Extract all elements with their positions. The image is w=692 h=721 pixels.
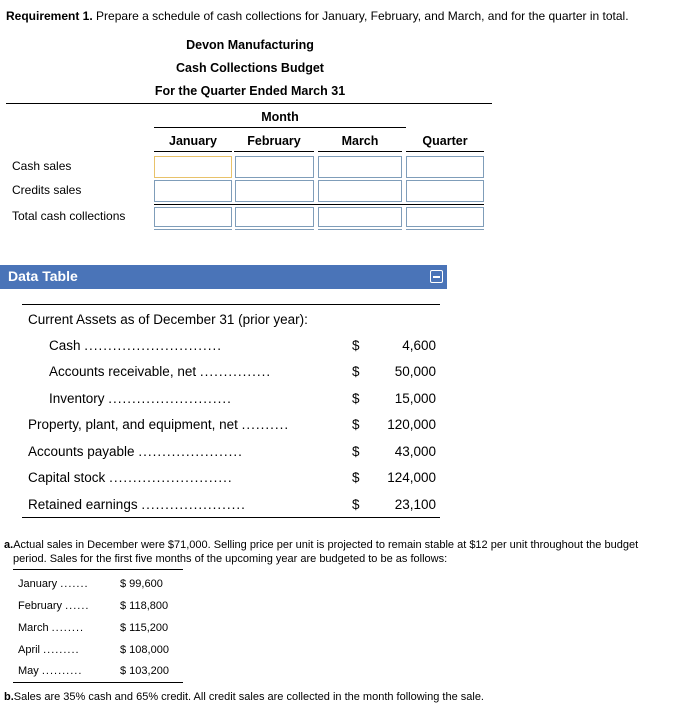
data-table-header: [0, 265, 447, 290]
sales-amount-january: $ 99,600: [120, 578, 163, 590]
credit-sales-february-input[interactable]: [235, 180, 314, 202]
asset-label-ppe: Property, plant, and equipment, net ..........: [28, 417, 290, 432]
asset-amount-capital-stock: 124,000: [387, 470, 436, 485]
currency-symbol: $: [352, 364, 360, 379]
cash-sales-quarter-input[interactable]: [406, 156, 484, 178]
asset-label-accounts-receivable: Accounts receivable, net ...............: [49, 364, 272, 379]
data-table-bottom-rule: [22, 517, 440, 518]
cash-sales-january-input[interactable]: [154, 156, 232, 178]
asset-label-accounts-payable: Accounts payable ......................: [28, 444, 243, 459]
total-collections-february-input[interactable]: [235, 207, 314, 227]
row-label-credit-sales: Credits sales: [12, 183, 82, 197]
row-label-cash-sales: Cash sales: [12, 159, 72, 173]
col-rule: [318, 151, 402, 152]
note-b-label: b.: [4, 691, 14, 703]
asset-label-retained-earnings: Retained earnings ......................: [28, 497, 246, 512]
data-table-title: Data Table: [8, 268, 78, 284]
note-a-line1: a.Actual sales in December were $71,000. Selling price per unit is projected to remain stable at $12 per unit throughout the budget: [4, 539, 639, 551]
sales-amount-april: $ 108,000: [120, 644, 169, 656]
asset-amount-retained-earnings: 23,100: [394, 497, 436, 512]
currency-symbol: $: [352, 417, 360, 432]
col-quarter: Quarter: [422, 134, 468, 148]
sales-month-april: April .........: [18, 644, 80, 656]
requirement-text: [6, 9, 629, 23]
sales-amount-march: $ 115,200: [120, 622, 169, 634]
currency-symbol: $: [352, 497, 360, 512]
cash-sales-february-input[interactable]: [235, 156, 314, 178]
col-february: February: [247, 134, 301, 148]
sales-month-march: March ........: [18, 622, 85, 634]
header-rule: [6, 103, 492, 104]
sales-bottom-rule: [13, 682, 183, 683]
sales-month-may: May ..........: [18, 665, 83, 677]
requirement-label: Requirement 1.: [6, 9, 93, 23]
total-rule: [154, 204, 484, 205]
note-b: b.Sales are 35% cash and 65% credit. All credit sales are collected in the month following the sale.: [4, 691, 484, 703]
asset-amount-accounts-receivable: 50,000: [394, 364, 436, 379]
asset-amount-cash: 4,600: [402, 338, 436, 353]
month-rule: [154, 127, 406, 128]
schedule-title: Cash Collections Budget: [176, 61, 324, 75]
credit-sales-march-input[interactable]: [318, 180, 402, 202]
sales-amount-may: $ 103,200: [120, 665, 169, 677]
sales-month-february: February ......: [18, 600, 90, 612]
assets-heading: Current Assets as of December 31 (prior year):: [28, 312, 308, 327]
col-rule: [406, 151, 484, 152]
cash-sales-march-input[interactable]: [318, 156, 402, 178]
asset-amount-accounts-payable: 43,000: [394, 444, 436, 459]
row-label-total-collections: Total cash collections: [12, 209, 126, 223]
col-rule: [154, 151, 232, 152]
asset-label-capital-stock: Capital stock ..........................: [28, 470, 233, 485]
asset-amount-ppe: 120,000: [387, 417, 436, 432]
asset-label-cash: Cash .............................: [49, 338, 223, 353]
sales-amount-february: $ 118,800: [120, 600, 169, 612]
currency-symbol: $: [352, 391, 360, 406]
col-rule: [234, 151, 314, 152]
credit-sales-january-input[interactable]: [154, 180, 232, 202]
col-january: January: [169, 134, 217, 148]
currency-symbol: $: [352, 444, 360, 459]
currency-symbol: $: [352, 470, 360, 485]
currency-symbol: $: [352, 338, 360, 353]
credit-sales-quarter-input[interactable]: [406, 180, 484, 202]
sales-month-january: January .......: [18, 578, 89, 590]
data-table-top-rule: [22, 304, 440, 305]
note-a-line2: period. Sales for the first five months of the upcoming year are budgeted to be as follows:: [13, 553, 448, 565]
asset-label-inventory: Inventory ..........................: [49, 391, 232, 406]
requirement-body: Prepare a schedule of cash collections for January, February, and March, and for the quarter in total.: [96, 9, 629, 23]
company-name: Devon Manufacturing: [186, 38, 314, 52]
asset-amount-inventory: 15,000: [394, 391, 436, 406]
total-collections-quarter-input[interactable]: [406, 207, 484, 227]
schedule-period: For the Quarter Ended March 31: [154, 84, 346, 98]
total-collections-march-input[interactable]: [318, 207, 402, 227]
note-a-label: a.: [4, 539, 14, 551]
month-header: Month: [261, 110, 299, 124]
total-collections-january-input[interactable]: [154, 207, 232, 227]
sales-top-rule: [13, 569, 183, 570]
col-march: March: [341, 134, 379, 148]
collapse-icon[interactable]: [430, 270, 443, 283]
